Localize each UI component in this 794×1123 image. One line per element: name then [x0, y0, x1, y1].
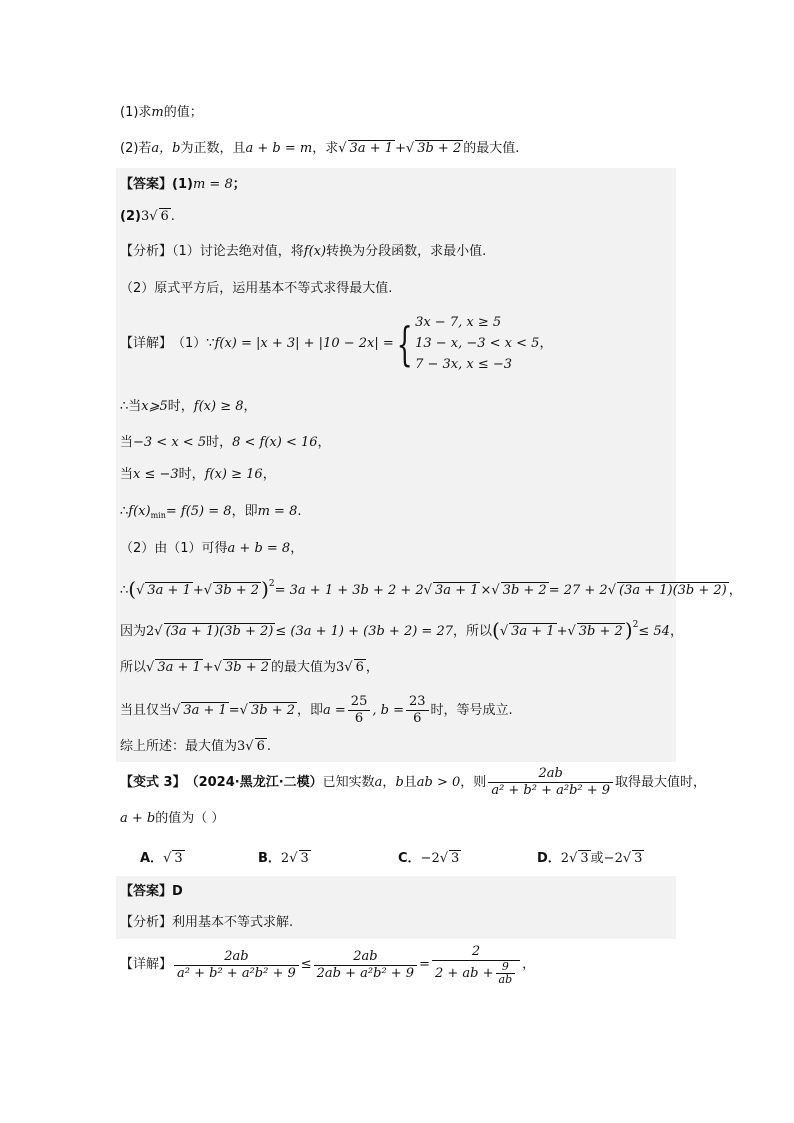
variant-detail: 【详解】 $\frac{2ab}{\text{a² + b² + a²b² + 9}}$ ≤ $\frac{2ab}{\text{2ab + a²b² + 9}}$ = 2 2 + ab + $\frac{9}{ab}$ ，: [120, 944, 536, 986]
answer-line-1: 【答案】(1)m = 8；: [120, 177, 246, 192]
variant-analysis: 【分析】利用基本不等式求解.: [120, 915, 294, 930]
detail-line-8: 所以√ 3a + 1 +√ 3b + 2 的最大值为3√ 6 ，: [120, 660, 379, 675]
analysis-tag: 【分析】: [120, 244, 173, 259]
detail-line-6: ∴(√ 3a + 1 +√ 3b + 2 )$^2$= 3a + 1 + 3b + 2 + 2√ 3a + 1 ×√ 3b + 2 = 27 + 2√ (3a + 1)(3b + 2) ，: [120, 577, 742, 601]
variant-3-question-line2: a + b的值为（ ）: [120, 811, 225, 826]
option-b[interactable]: B．2√ 3: [258, 851, 309, 866]
question-part-2: (2)若a，b为正数，且a + b = m，求√ 3a + 1 +√ 3b + 2 的最大值.: [120, 141, 520, 156]
var-m: m: [151, 105, 164, 120]
detail-tag: 【详解】: [120, 335, 173, 351]
nested-fraction: $\frac{9}{ab}$: [496, 961, 516, 986]
answer-line-2: (2)3√ 6 .: [120, 209, 175, 224]
detail-line-4: $\therefore f(x)_{min}= f(5) = 8$，即m = 8.: [120, 504, 302, 520]
detail-line-1: ∴当x⩾5时，f(x) ≥ 8，: [120, 399, 257, 414]
variant-source: （2024·黑龙江·二模）: [185, 774, 323, 790]
analysis-line-1: 【分析】（1）讨论去绝对值，将f(x)转换为分段函数，求最小值.: [120, 244, 487, 259]
detail-line-10: 综上所述：最大值为3√ 6 .: [120, 739, 272, 754]
variant-tag: 【变式 3】: [120, 774, 186, 790]
detail-fraction-3: 2 2 + ab + $\frac{9}{ab}$: [432, 944, 520, 986]
answer-tag: 【答案】: [120, 177, 173, 192]
brace-symbol: {: [396, 316, 413, 371]
variant-fraction: $\frac{2ab}{\text{a² + b² + a²b² + 9}}$: [488, 766, 613, 799]
detail-piecewise: 【详解】（1）∵f(x) = |x + 3| + |10 − 2x| ={ 3x − 7, x ≥ 5 13 − x, −3 < x < 5 7 − 3x, x ≤ −3 ，: [120, 312, 552, 375]
detail-tag-2: 【详解】: [120, 957, 173, 972]
analysis-tag-2: 【分析】: [120, 915, 173, 930]
question-part-1: (1)求m的值；: [120, 105, 203, 120]
detail-fraction-2: $\frac{2ab}{\text{2ab + a²b² + 9}}$: [314, 949, 417, 982]
detail-line-2: 当−3 < x < 5时，8 < f(x) < 16，: [120, 435, 331, 450]
detail-line-3: 当x ≤ −3时，f(x) ≥ 16，: [120, 467, 276, 482]
option-c[interactable]: C．−2√ 3: [398, 851, 460, 866]
analysis-line-2: （2）原式平方后，运用基本不等式求得最大值.: [120, 281, 393, 296]
detail-line-5: （2）由（1）可得a + b = 8，: [120, 541, 304, 556]
variant-3-question: 【变式 3】（2024·黑龙江·二模）已知实数a，b且ab > 0，则 $\frac{2ab}{\text{a² + b² + a²b² + 9}}$ 取得最大值时，: [120, 766, 707, 798]
detail-line-9: 当且仅当√ 3a + 1 =√ 3b + 2 ，即a = $\frac{25}{6}$ , b = $\frac{23}{6}$ 时，等号成立.: [120, 694, 513, 726]
option-d[interactable]: D．2√ 3 或−2√ 3: [537, 851, 643, 866]
variant-answer: 【答案】D: [120, 884, 183, 899]
fraction-a: $\frac{25}{6}$: [348, 694, 371, 727]
detail-fraction-1: $\frac{2ab}{\text{a² + b² + a²b² + 9}}$: [174, 949, 299, 982]
fraction-b: $\frac{23}{6}$: [406, 694, 429, 727]
detail-line-7: 因为2√ (3a + 1)(3b + 2) ≤ (3a + 1) + (3b + 2) = 27，所以(√ 3a + 1 +√ 3b + 2 )$^2$≤ 54，: [120, 618, 683, 642]
option-a[interactable]: A．√ 3: [140, 851, 183, 866]
piecewise-cases: 3x − 7, x ≥ 5 13 − x, −3 < x < 5 7 − 3x, x ≤ −3: [415, 315, 540, 372]
answer-tag-2: 【答案】: [120, 884, 173, 899]
